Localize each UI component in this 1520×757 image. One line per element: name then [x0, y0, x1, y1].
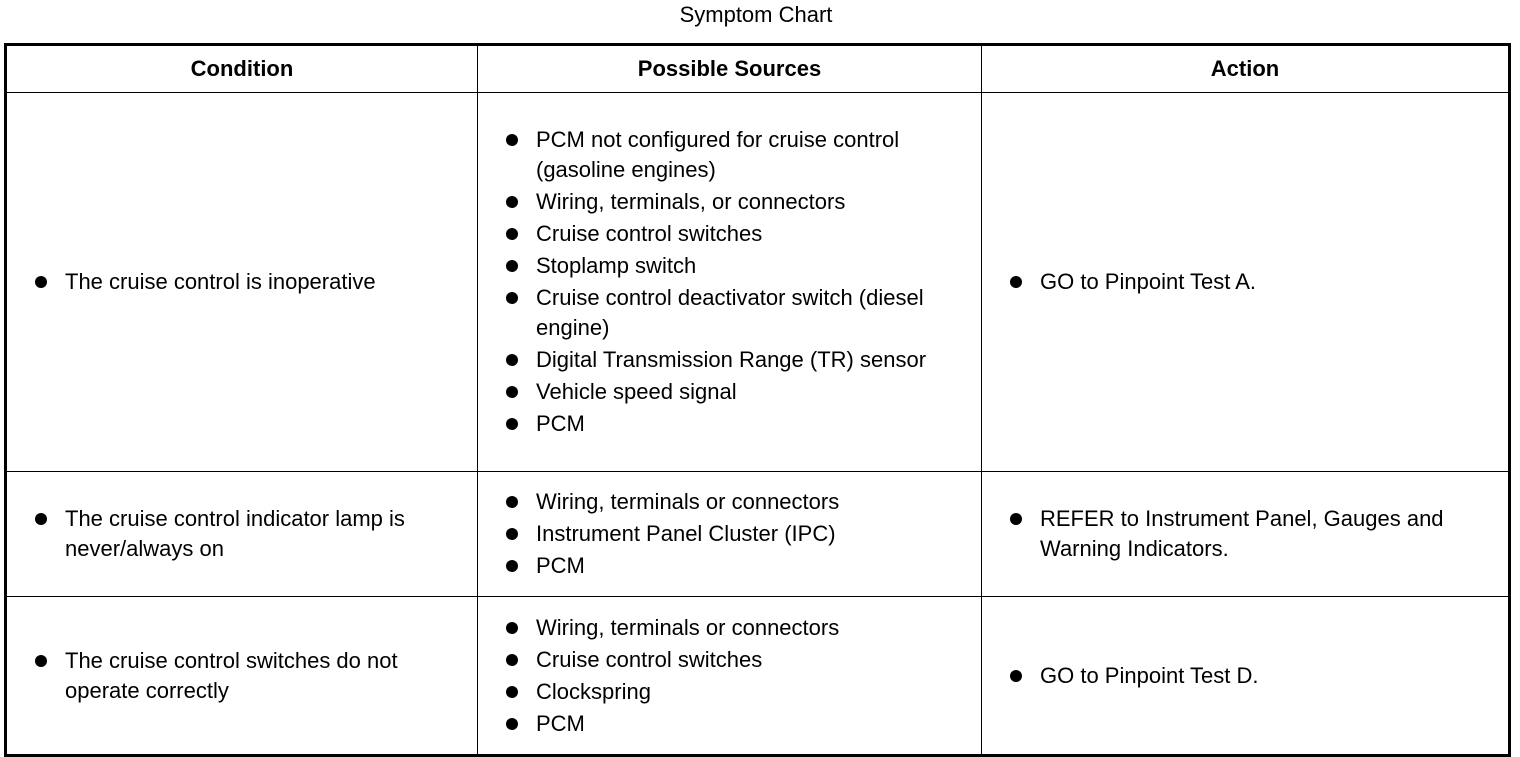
chart-title: Symptom Chart — [679, 2, 833, 27]
condition-header: Condition — [6, 45, 478, 93]
source-item: PCM — [478, 709, 981, 739]
source-item: Cruise control switches — [478, 219, 981, 249]
source-item: Wiring, terminals, or connectors — [478, 187, 981, 217]
condition-cell — [6, 93, 478, 472]
condition-text: The cruise control indicator lamp is never/always on — [7, 504, 477, 564]
table-row — [6, 93, 1510, 472]
sources-header: Possible Sources — [478, 45, 982, 93]
sources-cell — [478, 93, 982, 472]
condition-cell — [6, 597, 478, 756]
source-item: PCM — [478, 551, 981, 581]
action-cell — [982, 597, 1510, 756]
source-item: Wiring, terminals or connectors — [478, 613, 981, 643]
source-item: Cruise control switches — [478, 645, 981, 675]
action-text: GO to Pinpoint Test A. — [982, 267, 1508, 297]
source-item: Clockspring — [478, 677, 981, 707]
table-row — [6, 472, 1510, 597]
sources-cell — [478, 472, 982, 597]
action-cell — [982, 93, 1510, 472]
source-item: Vehicle speed signal — [478, 377, 981, 407]
table-row — [6, 597, 1510, 756]
action-header: Action — [982, 45, 1510, 93]
source-item: Wiring, terminals or connectors — [478, 487, 981, 517]
symptom-table — [4, 43, 1511, 757]
source-item: Instrument Panel Cluster (IPC) — [478, 519, 981, 549]
source-item: Digital Transmission Range (TR) sensor — [478, 345, 981, 375]
sources-cell — [478, 597, 982, 756]
condition-text: The cruise control switches do not operate correctly — [7, 646, 477, 706]
header-row — [6, 45, 1510, 93]
action-cell — [982, 472, 1510, 597]
source-item: PCM — [478, 409, 981, 439]
source-item: Cruise control deactivator switch (diesel engine) — [478, 283, 981, 343]
action-text: REFER to Instrument Panel, Gauges and Warning Indicators. — [982, 504, 1508, 564]
condition-cell — [6, 472, 478, 597]
source-item: PCM not configured for cruise control (gasoline engines) — [478, 125, 981, 185]
source-item: Stoplamp switch — [478, 251, 981, 281]
action-text: GO to Pinpoint Test D. — [982, 661, 1508, 691]
condition-text: The cruise control is inoperative — [7, 267, 477, 297]
